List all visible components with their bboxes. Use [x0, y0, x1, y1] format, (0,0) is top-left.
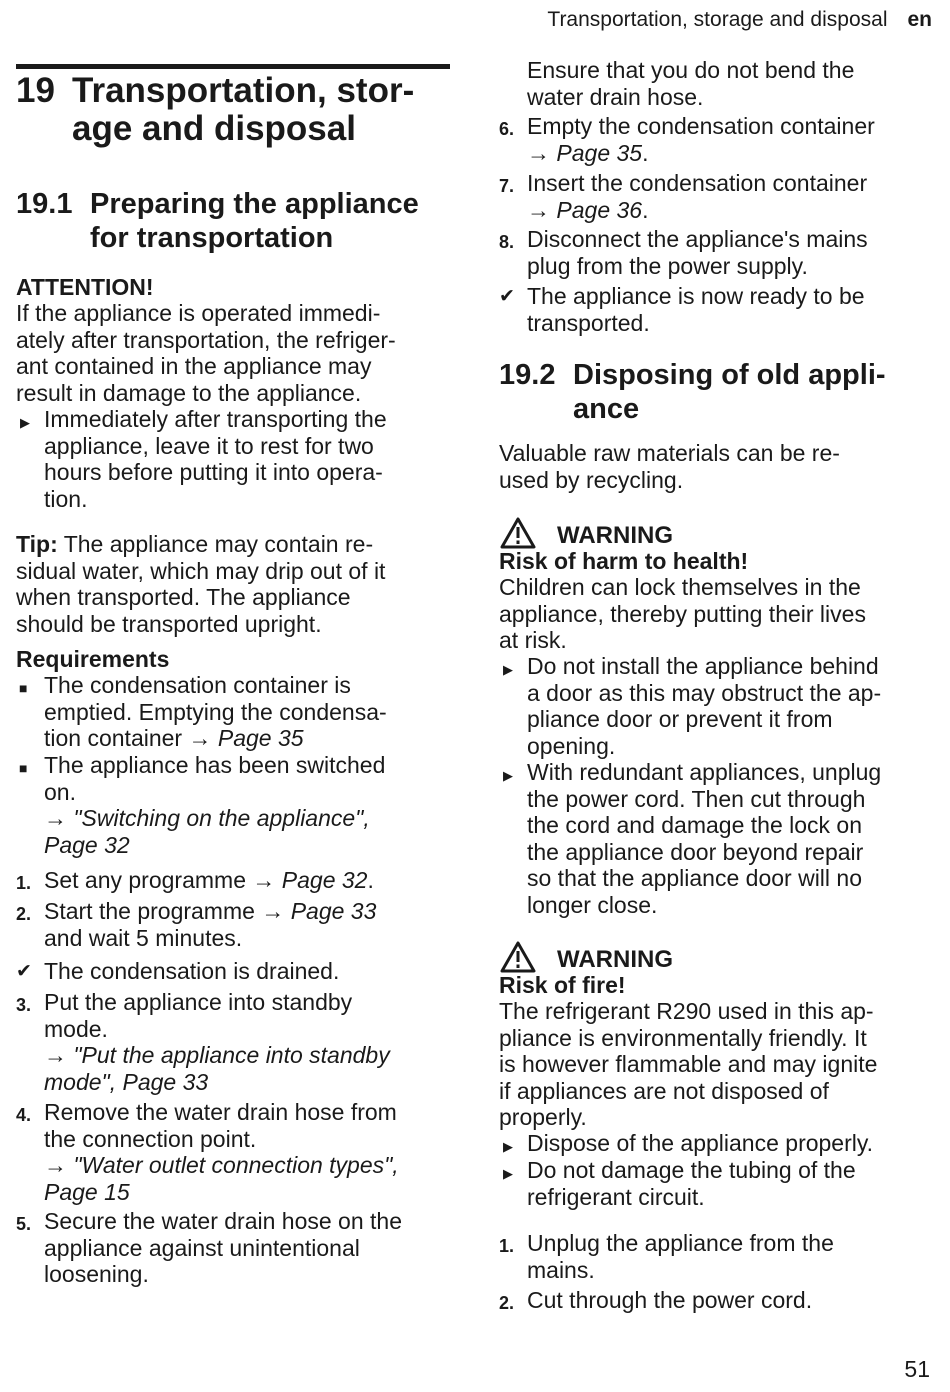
triangle-bullet-icon: ▶: [503, 768, 513, 783]
running-title: Transportation, storage and disposal: [547, 8, 888, 31]
page-reference: → Page 36: [527, 196, 643, 223]
page-reference: → "Switching on the appliance", Page 32: [44, 805, 370, 858]
triangle-bullet-icon: ▶: [503, 662, 513, 677]
disposal-intro: Valuable raw materials can be re- used by recycling.: [499, 440, 840, 493]
section-title-text: Disposing of old appli- ance: [573, 359, 886, 425]
section-number: 19.2: [499, 359, 556, 391]
chapter-rule: [16, 64, 450, 69]
chapter-number: 19: [16, 71, 55, 110]
attention-label: ATTENTION!: [16, 274, 154, 300]
triangle-bullet-icon: ▶: [503, 1139, 513, 1154]
chapter-title-text: Transportation, stor- age and disposal: [72, 71, 415, 148]
page-reference: → Page 35: [527, 139, 643, 166]
step-number: 3.: [16, 995, 32, 1015]
section-number: 19.1: [16, 188, 73, 220]
page-reference: → Page 32: [252, 867, 368, 893]
page-number: 51: [904, 1356, 930, 1382]
page-reference: → Page 35: [188, 725, 304, 751]
warning-label: WARNING: [557, 946, 673, 973]
step-number: 1.: [499, 1236, 515, 1256]
warning-triangle-icon: [499, 516, 537, 550]
warning-title: Risk of harm to health!: [499, 548, 749, 574]
step-number: 2.: [499, 1293, 515, 1313]
tip-label: Tip:: [16, 531, 58, 557]
warning-text: Children can lock themselves in the appliance, thereby putting their lives at risk.: [499, 574, 866, 653]
square-bullet-icon: ■: [19, 680, 28, 696]
step-number: 4.: [16, 1105, 32, 1125]
square-bullet-icon: ■: [19, 760, 28, 776]
warning-label: WARNING: [557, 522, 673, 549]
tip-text: The appliance may contain re- sidual water, which may drip out of it when transported. The appliance should be transported upright.: [16, 531, 386, 637]
step-number: 6.: [499, 119, 515, 139]
step5-continuation: Ensure that you do not bend the water drain hose.: [527, 57, 855, 110]
language-code: en: [907, 8, 932, 31]
page-reference: → "Water outlet connection types", Page 15: [44, 1152, 399, 1205]
page-reference: → Page 33: [261, 898, 377, 924]
checkmark-icon: ✔: [499, 286, 515, 307]
page-reference: → "Put the appliance into standby mode", Page 33: [44, 1042, 390, 1095]
requirements-label: Requirements: [16, 646, 170, 672]
step-number: 2.: [16, 904, 32, 924]
step-number: 5.: [16, 1214, 32, 1234]
running-header: [547, 8, 932, 32]
triangle-bullet-icon: ▶: [503, 1166, 513, 1181]
checkmark-icon: ✔: [16, 961, 32, 982]
attention-text: If the appliance is operated immedi- ately after transportation, the refriger- ant contained in the appliance may result in damage to the appliance.: [16, 300, 396, 406]
manual-page: Transportation, storage and disposal en 19 Transportation, stor- age and disposal 19.1 Preparing the appliance for transportation ATTENTION! If the appliance is operated immedi- ately after transportation, the refriger- ant contained in the appliance may result in damage to the appliance. ▶ Immediately after transporting the appliance, leave it to rest for two hours before putting it into opera- tion. Tip: The appliance may contain re- sidual water, which may drip out of it when transported. The appliance should be transported upright. Requirements ■ The condensation container is emptied. Emptying the condensa- tion container → Page 35 ■ The appliance has been switched on. → "Switching on the appliance", Page 32 1. Set any programme → Page 32. 2. Start the programme → Page 33 and wait 5 minutes. ✔ The condensation is drained. 3. Put the appliance into standby mode. → "Put the appliance into standby mode", Page 33 4. Remove the water drain hose from the connection point. → "Water outlet connection types", Page 15 5. Secure the water drain hose on the appliance against unintentional loosening. Ensure that you do not bend the water drain hose. 6. Empty the condensation container → Page 35. 7. Insert the condensation container → Page 36. 8. Disconnect the appliance's mains plug from the power supply. ✔ The appliance is now ready to be transported. 19.2 Disposing of old appli- ance Valuable raw materials can be re- used by recycling. WARNING Risk of harm to health! Children can lock themselves in the appliance, thereby putting their lives at risk. ▶ Do not install the appliance behind a door as this may obstruct the ap- pliance door or prevent it from opening. ▶ With redundant appliances, unplug the power cord. Then cut through the cord and damage the lock on the appliance door beyond repair so that the appliance door will no longer close. WARNING Risk of fire! The refrigerant R290 used in this ap- pliance is environmentally friendly. It is however flammable and may ignite if appliances are not disposed of properly. ▶ Dispose of the appliance properly. ▶ Do not damage the tubing of the refrigerant circuit. 1. Unplug the appliance from the mains. 2. Cut through the power cord. 51: [0, 0, 950, 1392]
step-number: 7.: [499, 176, 515, 196]
warning-title: Risk of fire!: [499, 972, 626, 998]
warning-triangle-icon: [499, 940, 537, 974]
warning-text: The refrigerant R290 used in this ap- pliance is environmentally friendly. It is however flammable and may ignite if appliances are not disposed of properly.: [499, 998, 878, 1130]
step-number: 8.: [499, 232, 515, 252]
triangle-bullet-icon: ▶: [20, 415, 30, 430]
tip-paragraph: [16, 531, 452, 637]
section-title-text: Preparing the appliance for transportation: [90, 188, 419, 254]
step-number: 1.: [16, 873, 32, 893]
